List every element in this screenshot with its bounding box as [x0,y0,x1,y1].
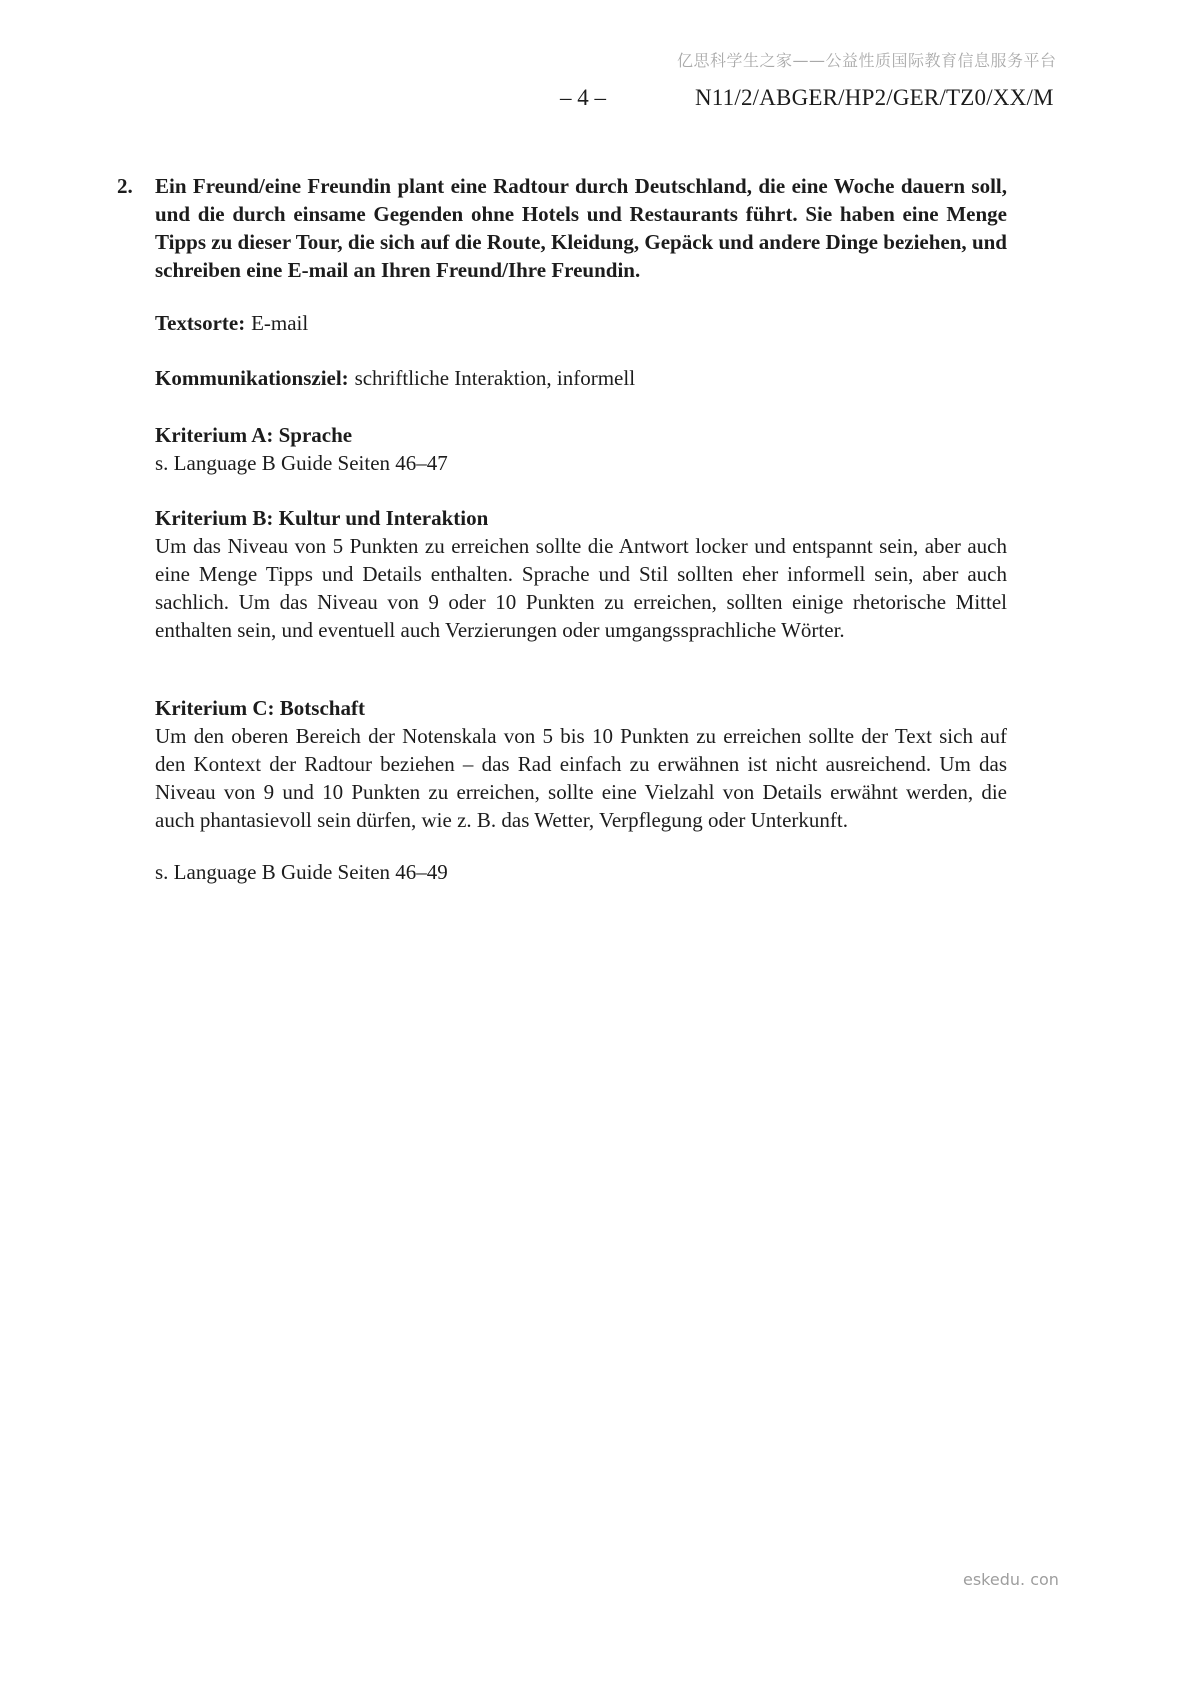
document-code: N11/2/ABGER/HP2/GER/TZ0/XX/M [695,85,1054,110]
criterion-c-description: Um den oberen Bereich der Notenskala von 5 bis 10 Punkten zu erreichen sollte der Text sich auf den Kontext der Radtour beziehen – das Rad einfach zu erwähnen ist nicht ausreichend. Um das Niveau von 9 und 10 Punkten zu erreichen, sollte eine Vielzahl von Details erwähnt werden, die auch phantasievoll sein dürfen, wie z. B. das Wetter, Verpflegung oder Unterkunft. [155,724,1007,832]
question-number: 2. [117,174,133,198]
text-type-label: Textsorte: [155,311,246,335]
communication-goal-label: Kommunikationsziel: [155,366,349,390]
page-number: – 4 – [560,85,606,110]
site-watermark-footer: eskedu. con [963,1570,1059,1589]
criterion-c-heading: Kriterium C: Botschaft [155,696,365,720]
text-type-row [155,309,308,337]
criterion-a-reference: s. Language B Guide Seiten 46–47 [155,451,448,475]
criterion-b-heading: Kriterium B: Kultur und Interaktion [155,506,489,530]
criterion-b-description: Um das Niveau von 5 Punkten zu erreichen sollte die Antwort locker und entspannt sein, aber auch eine Menge Tipps und Details enthalten. Sprache und Stil sollten eher informell sein, aber auch sachlich. Um das Niveau von 9 oder 10 Punkten zu erreichen, sollten einige rhetorische Mittel enthalten sein, und eventuell auch Verzierungen oder umgangssprachliche Wörter. [155,534,1007,642]
guide-reference: s. Language B Guide Seiten 46–49 [155,860,448,884]
question-task: Ein Freund/eine Freundin plant eine Radtour durch Deutschland, die eine Woche dauern soll, und die durch einsame Gegenden ohne Hotels und Restaurants führt. Sie haben eine Menge Tipps zu dieser Tour, die sich auf die Route, Kleidung, Gepäck und andere Dinge beziehen, und schreiben eine E-mail an Ihren Freund/Ihre Freundin. [155,174,1007,282]
communication-goal-value: schriftliche Interaktion, informell [354,366,636,390]
question-block [117,172,1007,284]
criterion-a-heading: Kriterium A: Sprache [155,423,353,447]
text-type-value: E-mail [251,311,309,335]
communication-goal-row [155,364,635,392]
site-watermark-header: 亿思科学生之家——公益性质国际教育信息服务平台 [677,51,1057,70]
